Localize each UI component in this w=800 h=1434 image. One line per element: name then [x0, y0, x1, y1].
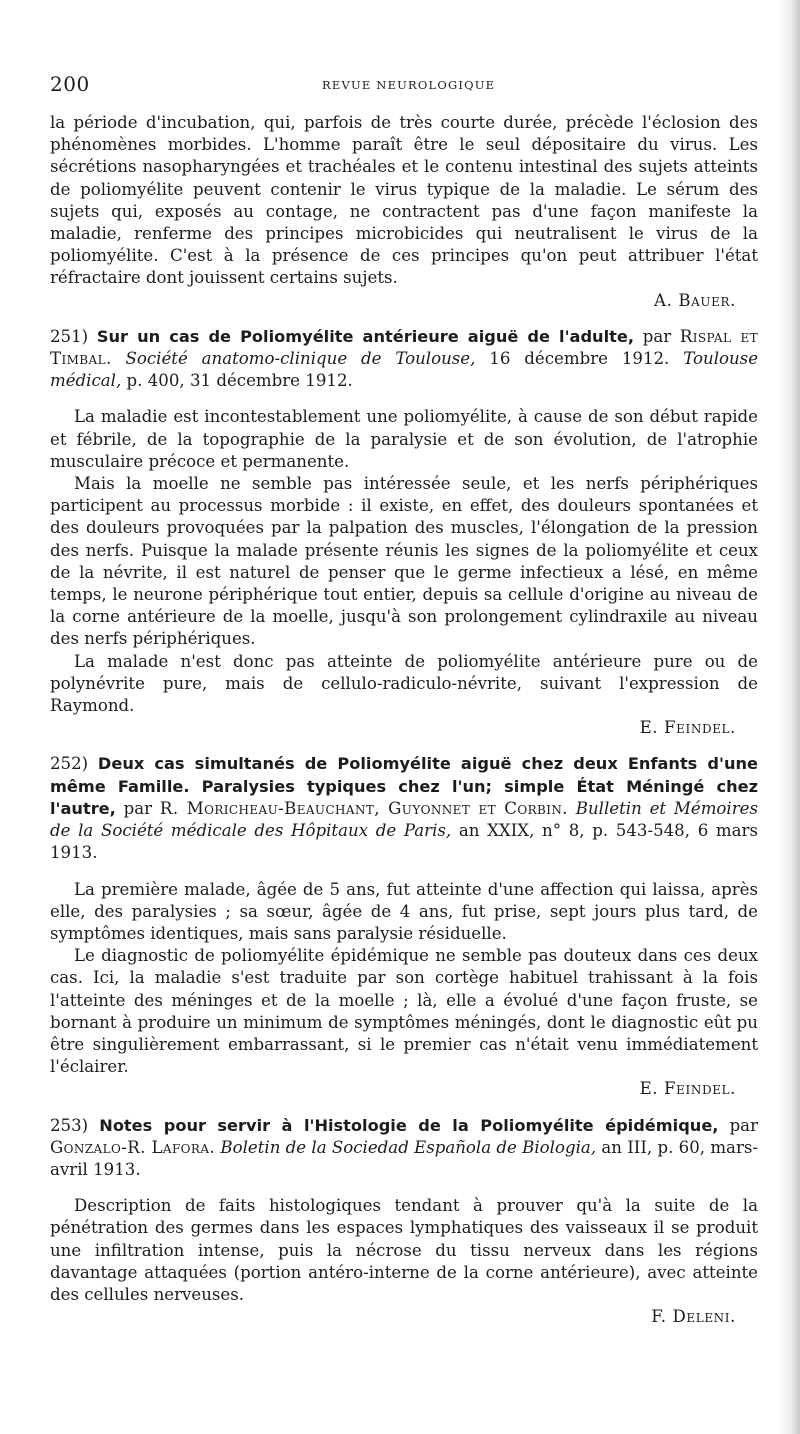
running-title: REVUE NEUROLOGIQUE	[322, 78, 496, 92]
article-ref: p. 400, 31 décembre 1912.	[126, 371, 353, 391]
intro-signature: A. Bauer.	[654, 290, 736, 310]
article-by: par	[729, 1115, 759, 1135]
article-title: Deux cas simultanés de Poliomyélite aiguë chez deux Enfants d'une même Famille. Paralysies typiques chez l'un; simple État Méningé chez l'autre,	[50, 754, 758, 818]
article-journal: Toulouse médical,	[50, 349, 759, 391]
article-252-paragraph: Le diagnostic de poliomyélite épidémique ne semble pas douteux dans ces deux cas. Ici, la maladie s'est traduite par son cortège habituel trahissant à la fois l'atteinte des méninges et de la moelle ; là, elle a évolué d'une façon fruste, se bornant à produire un minimum de symptômes méningés, dont le diagnostic eût pu être singulièrement embarrassant, si le premier cas n'était venu immédiatement l'éclairer.	[50, 946, 758, 1077]
article-authors: R. Moricheau-Beauchant, Guyonnet et Corbin.	[159, 798, 568, 818]
article-source: Boletin de la Sociedad Española de Biologia,	[220, 1137, 597, 1157]
article-253-paragraph: Description de faits histologiques tendant à prouver qu'à la suite de la pénétration des germes dans les espaces lymphatiques des vaisseaux il se produit une infiltration intense, puis la nécrose du tissu nerveux dans les régions davantage attaquées (portion antéro-interne de la corne antérieure), avec atteinte des cellules nerveuses.	[50, 1196, 758, 1304]
article-251-heading	[50, 326, 758, 393]
article-source: Bulletin et Mémoires de la Société médicale des Hôpitaux de Paris,	[50, 798, 758, 841]
article-253-signature: F. Deleni.	[651, 1307, 736, 1327]
intro-paragraph: la période d'incubation, qui, parfois de très courte durée, précède l'éclosion des phénomènes morbides. L'homme paraît être le seul dépositaire du virus. Les sécrétions nasopharyngées et trachéales et le contenu intestinal des sujets atteints de poliomyélite peuvent contenir le virus typique de la maladie. Le sérum des sujets qui, exposés au contage, ne contractent pas d'une façon manifeste la maladie, renferme des principes microbicides qui neutralisent le virus de la poliomyélite. C'est à la présence de ces principes qu'on peut attribuer l'état réfractaire dont jouissent certains sujets.	[50, 113, 758, 288]
article-251-paragraph: La maladie est incontestablement une poliomyélite, à cause de son début rapide et fébrile, de la topographie de la paralysie et de son évolution, de l'atrophie musculaire précoce et permanente.	[50, 407, 758, 471]
page-body	[50, 112, 758, 1328]
article-title: Sur un cas de Poliomyélite antérieure aiguë de l'adulte,	[96, 326, 634, 346]
article-ref: an III, p. 60, mars-avril 1913.	[50, 1137, 758, 1179]
article-251-signature: E. Feindel.	[639, 718, 736, 738]
article-252-heading	[50, 753, 758, 864]
article-253-heading	[50, 1115, 758, 1182]
article-number: 252)	[50, 754, 89, 774]
article-number: 253)	[50, 1115, 89, 1135]
page-header	[50, 72, 750, 96]
article-ref: an XXIX, n° 8, p. 543-548, 6 mars 1913.	[50, 821, 758, 863]
article-by: par	[642, 326, 672, 346]
article-number: 251)	[50, 326, 89, 346]
page-number: 200	[50, 72, 90, 96]
article-date: 16 décembre 1912.	[489, 349, 670, 369]
page-edge-shadow	[778, 0, 800, 1434]
article-252-signature: E. Feindel.	[639, 1079, 736, 1099]
article-251-paragraph: La malade n'est donc pas atteinte de poliomyélite antérieure pure ou de polynévrite pure, mais de cellulo-radiculo-névrite, suivant l'expression de Raymond.	[50, 651, 758, 716]
article-authors: Gonzalo-R. Lafora.	[50, 1137, 216, 1157]
article-authors: Rispal et Timbal.	[50, 326, 759, 369]
article-251-paragraph: Mais la moelle ne semble pas intéressée seule, et les nerfs périphériques participent au processus morbide : il existe, en effet, des douleurs spontanées et des douleurs provoquées par la palpation des muscles, l'élongation de la pression des nerfs. Puisque la malade présente réunis les signes de la poliomyélite et ceux de la névrite, il est naturel de penser que le germe infectieux a lésé, en même temps, le neurone périphérique tout entier, depuis sa cellule d'origine au niveau de la corne antérieure de la moelle, jusqu'à son prolongement cylindraxile au niveau des nerfs périphériques.	[50, 474, 758, 649]
article-by: par	[123, 798, 153, 818]
article-252-paragraph: La première malade, âgée de 5 ans, fut atteinte d'une affection qui laissa, après elle, des paralysies ; sa sœur, âgée de 4 ans, fut prise, sept jours plus tard, de symptômes identiques, mais sans paralysie résiduelle.	[50, 879, 758, 943]
article-title: Notes pour servir à l'Histologie de la Poliomyélite épidémique,	[99, 1115, 719, 1135]
article-source: Société anatomo-clinique de Toulouse,	[125, 349, 476, 369]
